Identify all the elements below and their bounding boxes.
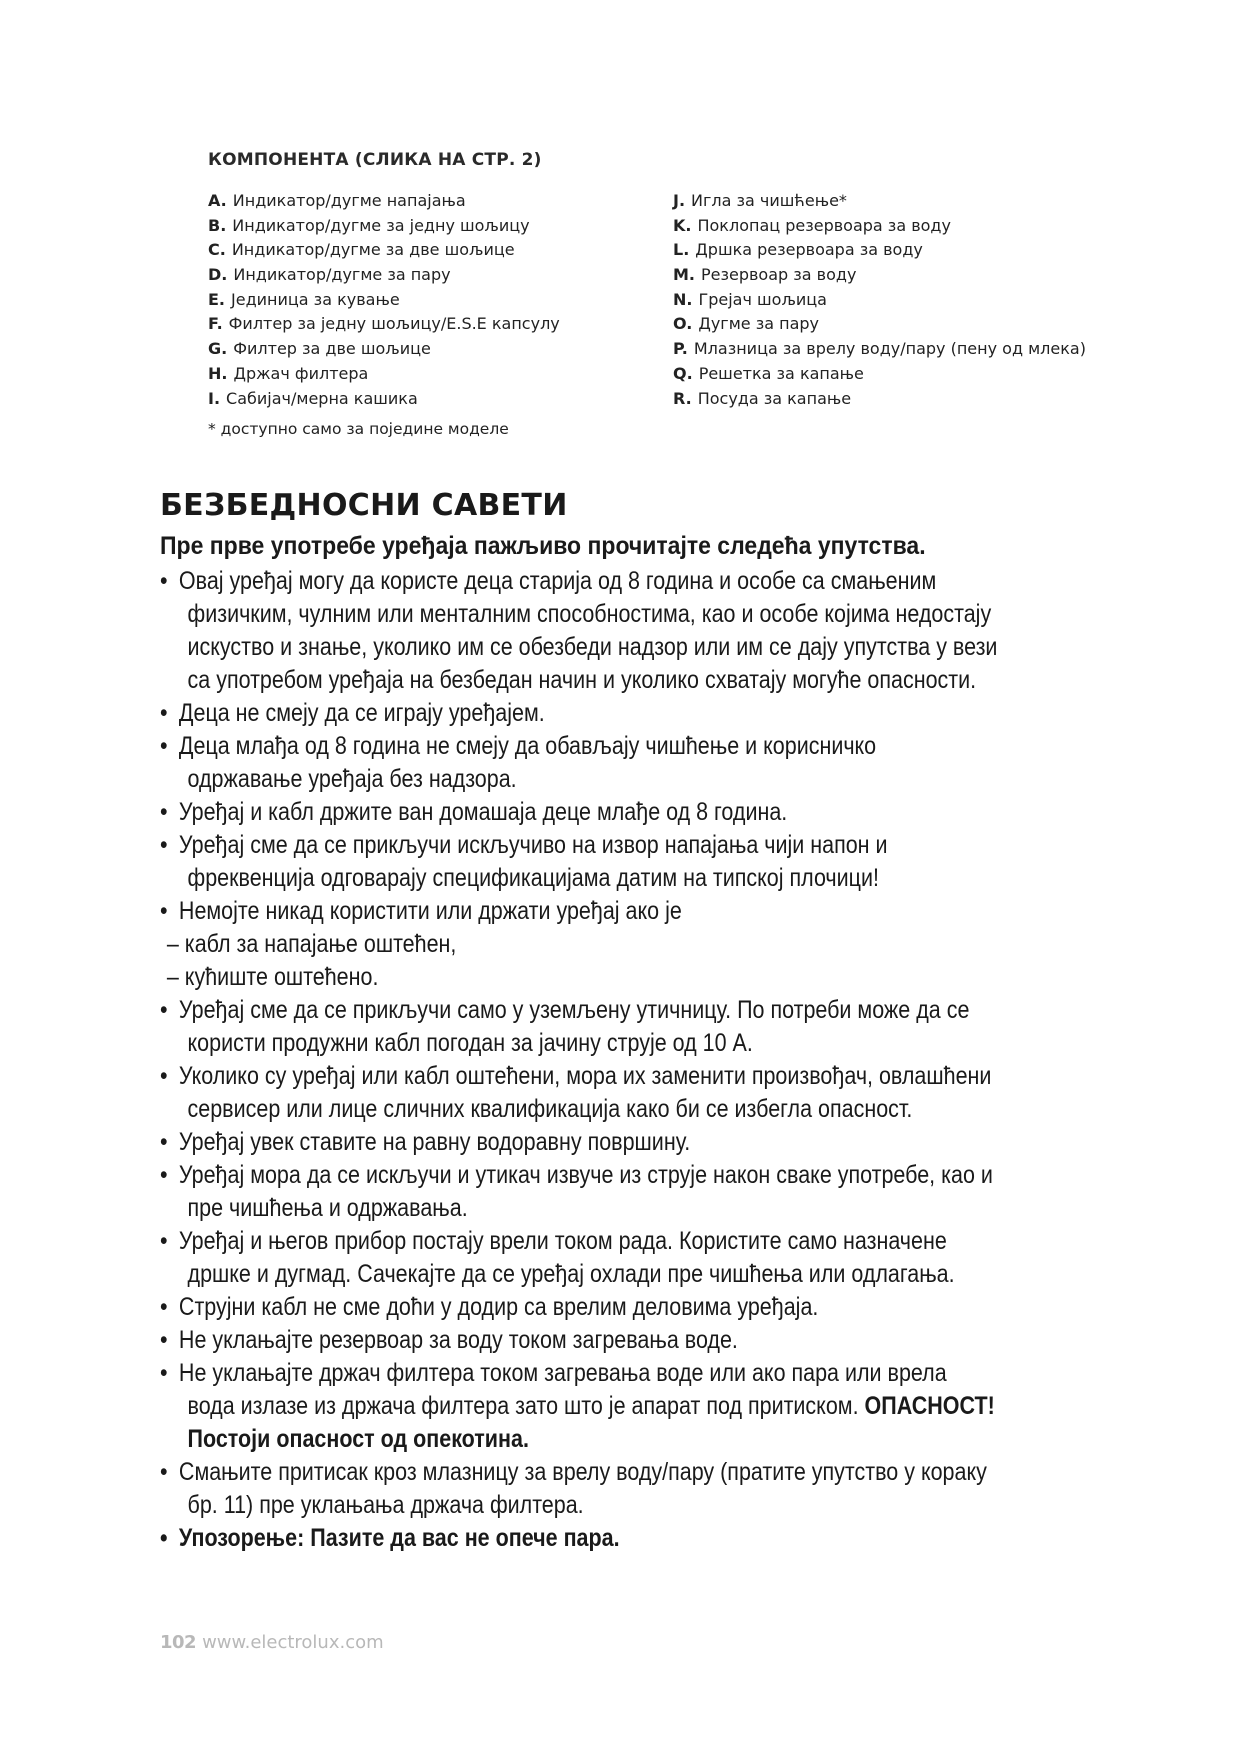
safety-line: Постоји опасност од опекотина.: [187, 1425, 529, 1453]
safety-line: • Не уклањајте резервоар за воду током загревања воде.: [160, 1324, 1054, 1357]
component-item: K. Поклопац резервоара за воду: [673, 215, 951, 235]
component-item: J. Игла за чишћење*: [673, 191, 847, 210]
bullet-icon: •: [160, 1458, 168, 1486]
safety-list: [160, 565, 1200, 1555]
component-item: B. Индикатор/дугме за једну шољицу: [208, 215, 530, 235]
safety-line: одржавање уређаја без надзора.: [187, 765, 517, 793]
bullet-icon: •: [160, 1293, 168, 1321]
component-item: L. Дршка резервоара за воду: [673, 240, 923, 260]
component-item: E. Јединица за кување: [208, 289, 400, 309]
safety-heading: БЕЗБЕДНОСНИ САВЕТИ: [160, 488, 568, 523]
components-footnote: * доступно само за поједине моделе: [208, 420, 509, 438]
bullet-icon: •: [160, 1227, 168, 1255]
safety-line: фреквенција одговарају спецификацијама датим на типској плочици!: [187, 864, 879, 892]
component-item: D. Индикатор/дугме за пару: [208, 265, 451, 285]
bullet-icon: •: [160, 831, 168, 859]
component-item: H. Држач филтера: [208, 363, 369, 383]
safety-line: физичким, чулним или менталним способностима, као и особе којима недостају: [187, 600, 992, 628]
bullet-icon: •: [160, 732, 168, 760]
component-item: I. Сабијач/мерна кашика: [208, 388, 418, 408]
safety-line: дршке и дугмад. Сачекајте да се уређај охлади пре чишћења или одлагања.: [187, 1260, 955, 1288]
safety-line: • Уређај увек ставите на равну водоравну површину.: [160, 1126, 1054, 1159]
safety-line: • Струјни кабл не сме доћи у додир са врелим деловима уређаја.: [160, 1291, 1054, 1324]
safety-line: • Не уклањајте држач филтера током загревања воде или ако пара или врела: [160, 1357, 1054, 1390]
bullet-icon: •: [160, 567, 168, 595]
safety-line: искуство и знање, уколико им се обезбеди надзор или им се дају упутства у вези: [187, 633, 998, 661]
component-item: F. Филтер за једну шољицу/E.S.E капсулу: [208, 314, 560, 334]
safety-line: са употребом уређаја на безбедан начин и уколико схватају могуће опасности.: [187, 666, 977, 694]
safety-line: пре чишћења и одржавања.: [187, 1194, 468, 1222]
component-item: O. Дугме за пару: [673, 314, 819, 334]
bullet-icon: •: [160, 1062, 168, 1090]
safety-line: • Овај уређај могу да користе деца старија од 8 година и особе са смањеним: [160, 565, 1054, 598]
bullet-icon: •: [160, 798, 168, 826]
component-item: A. Индикатор/дугме напајања: [208, 191, 466, 210]
safety-line: • Немојте никад користити или држати уређај ако је: [160, 895, 1054, 928]
safety-line: – кућиште оштећено.: [166, 963, 379, 991]
safety-line: сервисер или лице сличних квалификација како би се избегла опасност.: [187, 1095, 913, 1123]
bullet-icon: •: [160, 699, 168, 727]
safety-line: • Смањите притисак кроз млазницу за врелу воду/пару (пратите упутство у кораку: [160, 1456, 1054, 1489]
component-item: N. Грејач шољица: [673, 289, 827, 309]
safety-line: – кабл за напајање оштећен,: [166, 930, 457, 958]
component-item: C. Индикатор/дугме за две шољице: [208, 240, 515, 260]
bullet-icon: •: [160, 1524, 168, 1552]
bullet-icon: •: [160, 996, 168, 1024]
safety-line: • Упозорење: Пазите да вас не опече пара.: [160, 1522, 1054, 1555]
safety-line: • Уређај мора да се искључи и утикач извуче из струје након сваке употребе, као и: [160, 1159, 1054, 1192]
component-item: P. Млазница за врелу воду/пару (пену од млека): [673, 339, 1086, 359]
components-title: КОМПОНЕНТА (СЛИКА НА СТР. 2): [208, 150, 542, 170]
safety-line: бр. 11) пре уклањања држача филтера.: [187, 1491, 584, 1519]
components-list-right: [673, 189, 1213, 411]
component-item: R. Посуда за капање: [673, 388, 852, 408]
website-link[interactable]: www.electrolux.com: [202, 1632, 384, 1653]
bullet-icon: •: [160, 1161, 168, 1189]
component-item: G. Филтер за две шољице: [208, 339, 431, 359]
component-item: Q. Решетка за капање: [673, 363, 864, 383]
page-number: 102: [160, 1632, 197, 1653]
safety-line: користи продужни кабл погодан за јачину струје од 10 А.: [187, 1029, 753, 1057]
bullet-icon: •: [160, 1326, 168, 1354]
safety-line: вода излазе из држача филтера зато што је апарат под притиском. ОПАСНОСТ!: [187, 1392, 995, 1420]
safety-line: • Уређај и његов прибор постају врели током рада. Користите само назначене: [160, 1225, 1054, 1258]
component-item: M. Резервоар за воду: [673, 265, 857, 285]
bullet-icon: •: [160, 1359, 168, 1387]
safety-line: • Деца не смеју да се играју уређајем.: [160, 697, 1054, 730]
safety-intro: Пре прве употребе уређаја пажљиво прочитајте следећа упутства.: [160, 532, 926, 560]
safety-line: • Уређај сме да се прикључи искључиво на извор напајања чији напон и: [160, 829, 1054, 862]
bullet-icon: •: [160, 1128, 168, 1156]
components-list-left: [208, 189, 648, 411]
safety-line: • Уређај сме да се прикључи само у уземљену утичницу. По потреби може да се: [160, 994, 1054, 1027]
safety-line: • Уколико су уређај или кабл оштећени, мора их заменити произвођач, овлашћени: [160, 1060, 1054, 1093]
safety-line: • Деца млађа од 8 година не смеју да обављају чишћење и корисничко: [160, 730, 1054, 763]
bullet-icon: •: [160, 897, 168, 925]
page-footer: [160, 1632, 384, 1653]
safety-line: • Уређај и кабл држите ван домашаја деце млађе од 8 година.: [160, 796, 1054, 829]
danger-label: ОПАСНОСТ!: [864, 1392, 995, 1420]
